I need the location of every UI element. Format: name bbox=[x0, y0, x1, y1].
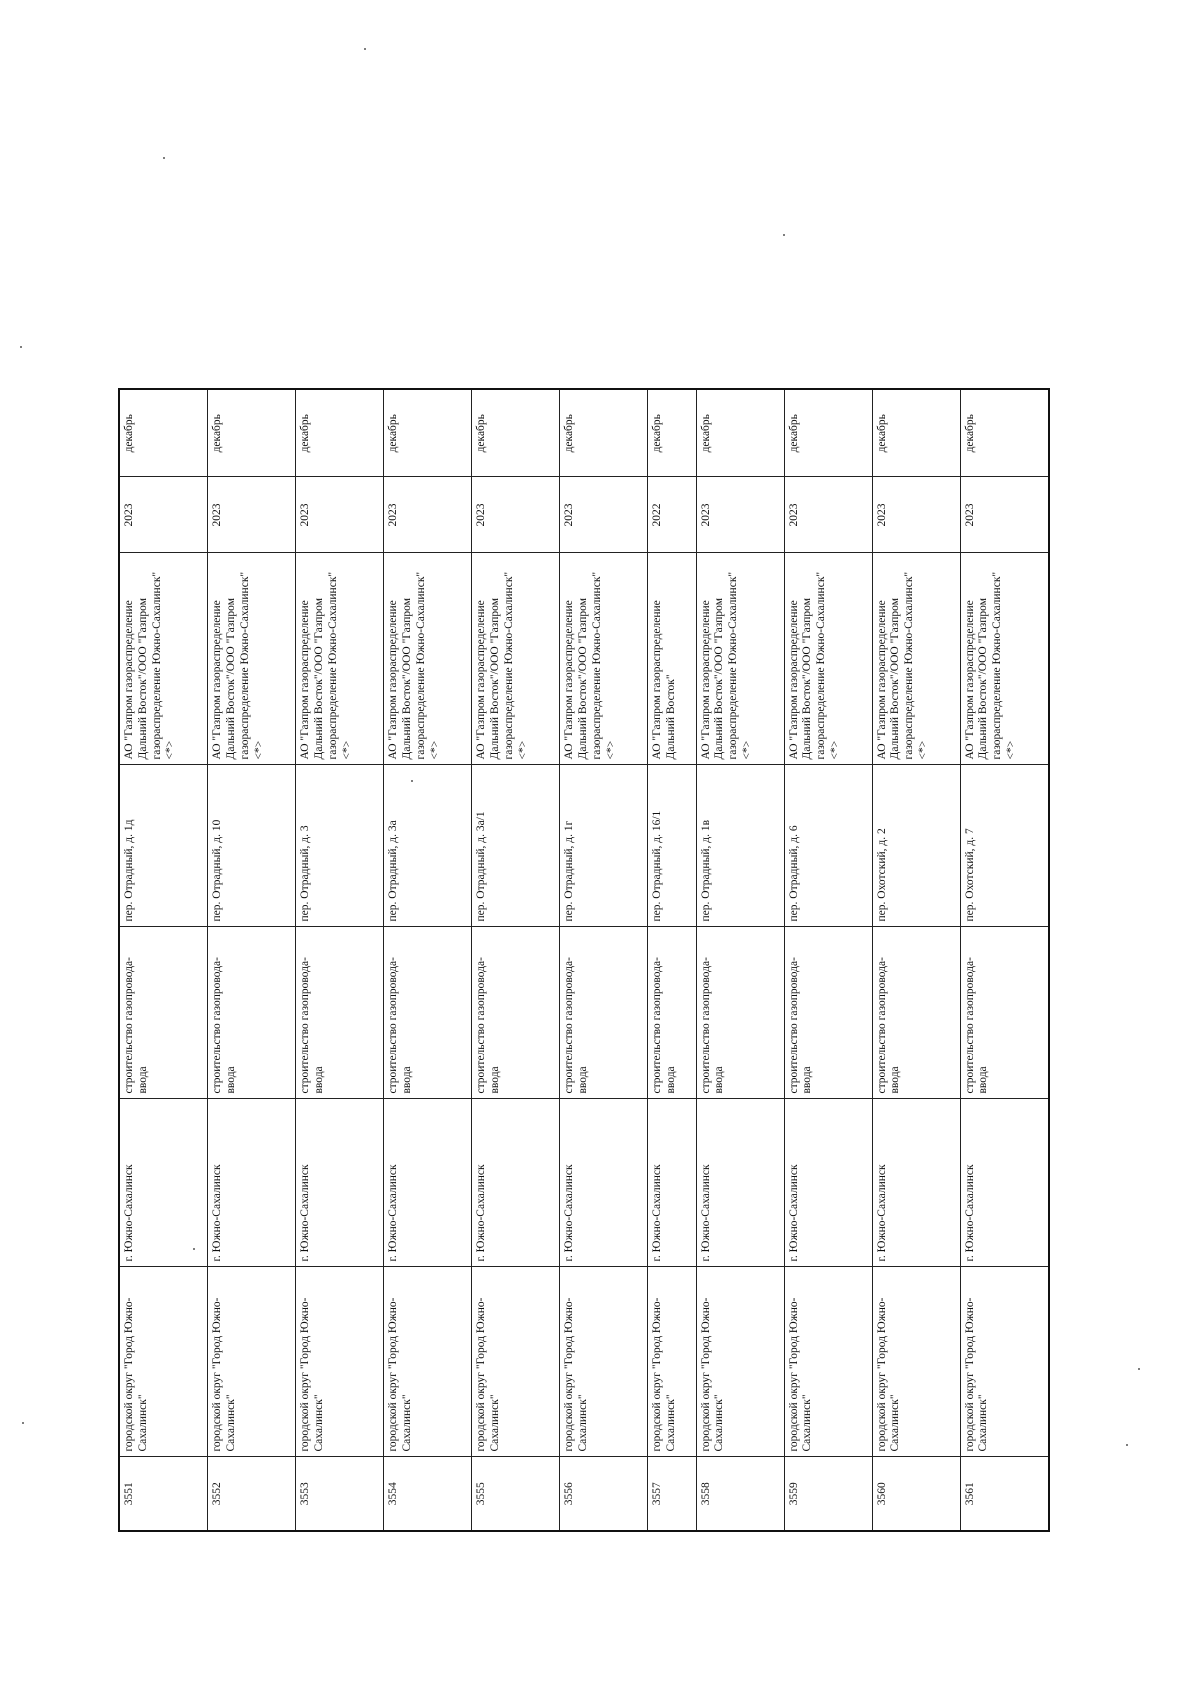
cell-year: 2022 bbox=[648, 477, 696, 553]
cell-address: пер. Охотский, д. 7 bbox=[960, 765, 1049, 927]
cell-month: декабрь bbox=[296, 389, 384, 477]
cell-organization: АО "Газпром газораспределение Дальний Восток"/ООО "Газпром газораспределение Южно-Сахалинск" <*> bbox=[784, 553, 872, 765]
cell-organization: АО "Газпром газораспределение Дальний Восток"/ООО "Газпром газораспределение Южно-Сахалинск" <*> bbox=[696, 553, 784, 765]
cell-month: декабрь bbox=[648, 389, 696, 477]
cell-work: строительство газопровода-ввода bbox=[472, 927, 560, 1099]
cell-month: декабрь bbox=[560, 389, 648, 477]
cell-city: г. Южно-Сахалинск bbox=[208, 1099, 296, 1267]
cell-num: 3553 bbox=[296, 1457, 384, 1531]
cell-num: 3559 bbox=[784, 1457, 872, 1531]
table-row bbox=[872, 389, 960, 1531]
cell-month: декабрь bbox=[872, 389, 960, 477]
cell-month: декабрь bbox=[208, 389, 296, 477]
cell-organization: АО "Газпром газораспределение Дальний Восток"/ООО "Газпром газораспределение Южно-Сахалинск" <*> bbox=[119, 553, 208, 765]
cell-address: пер. Отрадный, д. 6 bbox=[784, 765, 872, 927]
scan-speck bbox=[22, 1422, 24, 1424]
cell-work: строительство газопровода-ввода bbox=[384, 927, 472, 1099]
cell-month: декабрь bbox=[119, 389, 208, 477]
table-row bbox=[784, 389, 872, 1531]
cell-year: 2023 bbox=[696, 477, 784, 553]
table-row bbox=[119, 389, 208, 1531]
cell-year: 2023 bbox=[560, 477, 648, 553]
cell-num: 3561 bbox=[960, 1457, 1049, 1531]
cell-organization: АО "Газпром газораспределение Дальний Восток"/ООО "Газпром газораспределение Южно-Сахалинск" <*> bbox=[960, 553, 1049, 765]
cell-work: строительство газопровода-ввода bbox=[208, 927, 296, 1099]
cell-municipality: городской округ "Город Южно-Сахалинск" bbox=[648, 1267, 696, 1457]
cell-municipality: городской округ "Город Южно-Сахалинск" bbox=[208, 1267, 296, 1457]
register-table-frame bbox=[118, 390, 1050, 1532]
cell-month: декабрь bbox=[472, 389, 560, 477]
cell-municipality: городской округ "Город Южно-Сахалинск" bbox=[472, 1267, 560, 1457]
cell-month: декабрь bbox=[960, 389, 1049, 477]
cell-year: 2023 bbox=[872, 477, 960, 553]
table-row bbox=[960, 389, 1049, 1531]
cell-year: 2023 bbox=[784, 477, 872, 553]
cell-address: пер. Отрадный, д. 3 bbox=[296, 765, 384, 927]
cell-work: строительство газопровода-ввода bbox=[648, 927, 696, 1099]
cell-address: пер. Отрадный, д. 16/1 bbox=[648, 765, 696, 927]
cell-municipality: городской округ "Город Южно-Сахалинск" bbox=[960, 1267, 1049, 1457]
cell-num: 3560 bbox=[872, 1457, 960, 1531]
cell-year: 2023 bbox=[119, 477, 208, 553]
table-row bbox=[648, 389, 696, 1531]
scan-speck bbox=[1138, 1368, 1140, 1370]
cell-work: строительство газопровода-ввода bbox=[560, 927, 648, 1099]
cell-city: г. Южно-Сахалинск bbox=[960, 1099, 1049, 1267]
table-body bbox=[119, 389, 1049, 1531]
scan-speck bbox=[193, 1248, 195, 1250]
table-row bbox=[472, 389, 560, 1531]
cell-organization: АО "Газпром газораспределение Дальний Восток" bbox=[648, 553, 696, 765]
cell-city: г. Южно-Сахалинск bbox=[119, 1099, 208, 1267]
scan-speck bbox=[364, 48, 366, 50]
cell-num: 3551 bbox=[119, 1457, 208, 1531]
cell-address: пер. Охотский, д. 2 bbox=[872, 765, 960, 927]
cell-num: 3557 bbox=[648, 1457, 696, 1531]
cell-year: 2023 bbox=[472, 477, 560, 553]
cell-num: 3552 bbox=[208, 1457, 296, 1531]
cell-year: 2023 bbox=[384, 477, 472, 553]
gas-pipeline-register-table bbox=[118, 388, 1050, 1532]
cell-organization: АО "Газпром газораспределение Дальний Восток"/ООО "Газпром газораспределение Южно-Сахалинск" <*> bbox=[296, 553, 384, 765]
cell-num: 3558 bbox=[696, 1457, 784, 1531]
cell-organization: АО "Газпром газораспределение Дальний Восток"/ООО "Газпром газораспределение Южно-Сахалинск" <*> bbox=[472, 553, 560, 765]
scan-speck bbox=[20, 346, 22, 348]
cell-organization: АО "Газпром газораспределение Дальний Восток"/ООО "Газпром газораспределение Южно-Сахалинск" <*> bbox=[560, 553, 648, 765]
scan-speck bbox=[1126, 1444, 1128, 1446]
table-row bbox=[384, 389, 472, 1531]
scan-speck bbox=[411, 780, 413, 782]
cell-municipality: городской округ "Город Южно-Сахалинск" bbox=[384, 1267, 472, 1457]
cell-municipality: городской округ "Город Южно-Сахалинск" bbox=[560, 1267, 648, 1457]
cell-city: г. Южно-Сахалинск bbox=[472, 1099, 560, 1267]
table-row bbox=[560, 389, 648, 1531]
cell-municipality: городской округ "Город Южно-Сахалинск" bbox=[784, 1267, 872, 1457]
cell-address: пер. Отрадный, д. 1в bbox=[696, 765, 784, 927]
cell-city: г. Южно-Сахалинск bbox=[784, 1099, 872, 1267]
cell-address: пер. Отрадный, д. 10 bbox=[208, 765, 296, 927]
cell-organization: АО "Газпром газораспределение Дальний Восток"/ООО "Газпром газораспределение Южно-Сахалинск" <*> bbox=[872, 553, 960, 765]
cell-city: г. Южно-Сахалинск bbox=[872, 1099, 960, 1267]
cell-month: декабрь bbox=[384, 389, 472, 477]
cell-num: 3556 bbox=[560, 1457, 648, 1531]
cell-year: 2023 bbox=[296, 477, 384, 553]
cell-num: 3554 bbox=[384, 1457, 472, 1531]
table-row bbox=[296, 389, 384, 1531]
cell-municipality: городской округ "Город Южно-Сахалинск" bbox=[696, 1267, 784, 1457]
cell-city: г. Южно-Сахалинск bbox=[648, 1099, 696, 1267]
cell-work: строительство газопровода-ввода bbox=[119, 927, 208, 1099]
scan-speck bbox=[783, 234, 785, 236]
cell-month: декабрь bbox=[696, 389, 784, 477]
cell-year: 2023 bbox=[960, 477, 1049, 553]
cell-address: пер. Отрадный, д. 3а/1 bbox=[472, 765, 560, 927]
cell-year: 2023 bbox=[208, 477, 296, 553]
cell-work: строительство газопровода-ввода bbox=[784, 927, 872, 1099]
cell-city: г. Южно-Сахалинск bbox=[384, 1099, 472, 1267]
cell-organization: АО "Газпром газораспределение Дальний Восток"/ООО "Газпром газораспределение Южно-Сахалинск" <*> bbox=[384, 553, 472, 765]
cell-address: пер. Отрадный, д. 1г bbox=[560, 765, 648, 927]
cell-municipality: городской округ "Город Южно-Сахалинск" bbox=[296, 1267, 384, 1457]
table-row bbox=[208, 389, 296, 1531]
cell-municipality: городской округ "Город Южно-Сахалинск" bbox=[119, 1267, 208, 1457]
cell-city: г. Южно-Сахалинск bbox=[296, 1099, 384, 1267]
cell-work: строительство газопровода-ввода bbox=[872, 927, 960, 1099]
cell-address: пер. Отрадный, д. 1д bbox=[119, 765, 208, 927]
cell-address: пер. Отрадный, д. 3а bbox=[384, 765, 472, 927]
cell-num: 3555 bbox=[472, 1457, 560, 1531]
cell-organization: АО "Газпром газораспределение Дальний Восток"/ООО "Газпром газораспределение Южно-Сахалинск" <*> bbox=[208, 553, 296, 765]
cell-municipality: городской округ "Город Южно-Сахалинск" bbox=[872, 1267, 960, 1457]
table-row bbox=[696, 389, 784, 1531]
cell-month: декабрь bbox=[784, 389, 872, 477]
cell-work: строительство газопровода-ввода bbox=[960, 927, 1049, 1099]
cell-city: г. Южно-Сахалинск bbox=[696, 1099, 784, 1267]
rotated-register-page bbox=[118, 390, 1050, 1532]
cell-work: строительство газопровода-ввода bbox=[296, 927, 384, 1099]
cell-work: строительство газопровода-ввода bbox=[696, 927, 784, 1099]
cell-city: г. Южно-Сахалинск bbox=[560, 1099, 648, 1267]
scan-speck bbox=[163, 157, 165, 159]
